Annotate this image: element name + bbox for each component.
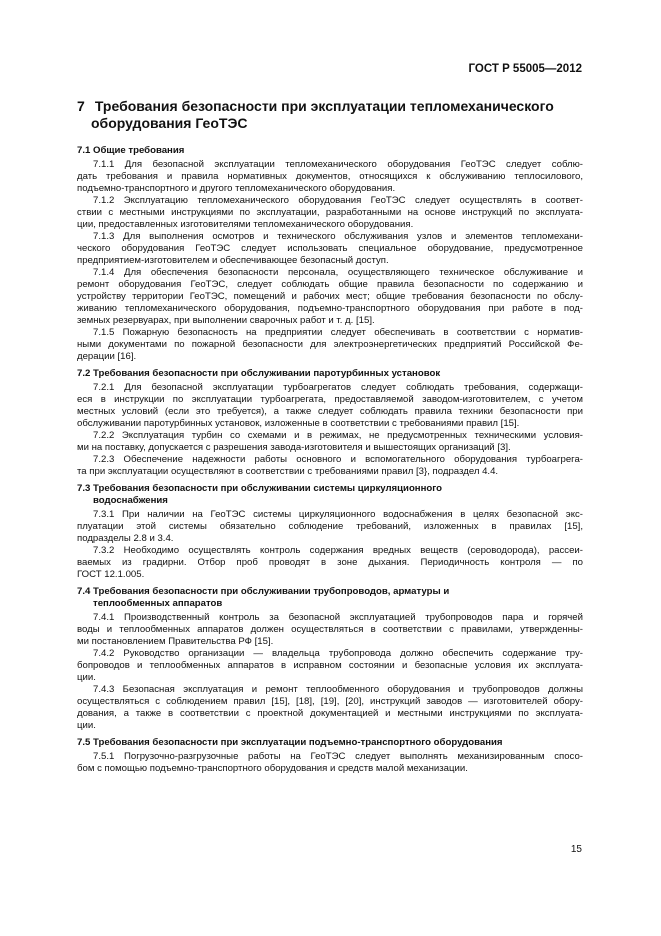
paragraph — [77, 545, 583, 581]
paragraph-line: 7.1.3 Для выполнения осмотров и технического обслуживания узлов и элементов тепломехани- — [93, 231, 583, 242]
paragraph-line: ции. — [77, 672, 96, 683]
paragraph-line: ции. — [77, 720, 96, 731]
paragraph-line: еся в инструкции по эксплуатации турбоагрегата, предоставляемой заводом-изготовителем, с учетом — [77, 394, 583, 405]
paragraph-line: 7.1.5 Пожарную безопасность на предприятии следует обеспечивать в соответствии с норматив- — [93, 327, 583, 338]
paragraph-line: ваемых из градирни. Отбор проб проводят в зоне дыхания. Периодичность контроля — по — [77, 557, 583, 568]
paragraph — [77, 509, 583, 545]
paragraph — [77, 267, 583, 327]
subsection-heading — [77, 737, 583, 749]
page-number: 15 — [570, 844, 582, 855]
section-number: 7 — [77, 98, 85, 114]
paragraph-line: воды и теплообменных аппаратов должен осуществляться в соответствии с правилами, утвержденны- — [77, 624, 583, 635]
paragraph — [77, 382, 583, 430]
paragraph-line: предприятием-изготовителем и обеспечивающее безопасный доступ. — [77, 255, 389, 266]
paragraph — [77, 684, 583, 732]
paragraph-line: бом с помощью подъемно-транспортного оборудования и средств малой механизации. — [77, 763, 468, 774]
paragraph-line: земных резервуарах, при выполнении сварочных работ и т. д. [15]. — [77, 315, 375, 326]
paragraph-line: 7.5.1 Погрузочно-разгрузочные работы на ГеоТЭС следует выполнять механизированным спосо- — [93, 751, 583, 762]
paragraph-line: дерации [16]. — [77, 351, 137, 362]
paragraph — [77, 751, 583, 775]
section-title-line1: Требования безопасности при эксплуатации тепломеханического — [94, 98, 554, 114]
paragraph-line: 7.2.2 Эксплуатация турбин со схемами и в режимах, не предусмотренных техническими условия- — [93, 430, 583, 441]
subsection-heading — [77, 145, 583, 157]
paragraph-line: ми постановлением Правительства РФ [15]. — [77, 636, 274, 647]
subsection-heading — [77, 586, 583, 610]
paragraph-line: дать требования и правила нормативных документов, относящихся к обслуживанию теплосилового, — [77, 171, 583, 182]
document-body — [77, 98, 583, 775]
subsections — [77, 145, 583, 775]
paragraph-line: ГОСТ 12.1.005. — [77, 569, 145, 580]
paragraph — [77, 327, 583, 363]
paragraph — [77, 612, 583, 648]
paragraph-line: дования, а также в соответствии с проектной документацией и местными инструкциями по эксплуата- — [77, 708, 583, 719]
paragraph — [77, 195, 583, 231]
paragraph-line: бопроводов и теплообменных аппаратов в исправном состоянии и безопасные условия их эксплуата- — [77, 660, 583, 671]
subsection-title: 7.5 Требования безопасности при эксплуатации подъемно-транспортного оборудования — [77, 737, 503, 748]
paragraph — [77, 159, 583, 195]
paragraph — [77, 430, 583, 454]
paragraph-line: 7.4.1 Производственный контроль за безопасной эксплуатацией трубопроводов пара и горячей — [93, 612, 583, 623]
paragraph-line: 7.3.1 При наличии на ГеоТЭС системы циркуляционного водоснабжения в целях безопасной экс- — [93, 509, 583, 520]
paragraph-line: ствии с местными инструкциями по эксплуатации, разработанными на основе инструкций по эксплуата- — [77, 207, 583, 218]
paragraph-line: обслуживании паротурбинных установок, изложенные в соответствии с требованиями правил [15]. — [77, 418, 520, 429]
paragraph-line: устройству территории ГеоТЭС, помещений и рабочих мест; общие требования безопасности по обслу- — [77, 291, 583, 302]
paragraph — [77, 231, 583, 267]
paragraph — [77, 648, 583, 684]
subsection-title-continuation: теплообменных аппаратов — [93, 598, 223, 609]
paragraph-line: ции, предоставленных изготовителями тепломеханического оборудования. — [77, 219, 414, 230]
paragraph-line: ными документами по пожарной безопасности для электроэнергетических предприятий Российской Фе- — [77, 339, 583, 350]
section-title-line2: оборудования ГеоТЭС — [91, 115, 248, 131]
paragraph-line: 7.1.1 Для безопасной эксплуатации тепломеханического оборудования ГеоТЭС следует соблю- — [93, 159, 583, 170]
paragraph-line: подразделы 2.8 и 3.4. — [77, 533, 174, 544]
paragraph-line: 7.1.4 Для обеспечения безопасности персонала, осуществляющего техническое обслуживание и — [93, 267, 583, 278]
paragraph-line: подъемно-транспортного и другого тепломеханического оборудования. — [77, 183, 396, 194]
paragraph-line: плуатации этой системы обязательно соблюдение требований, изложенных в правилах [15], — [77, 521, 583, 532]
subsection-title: 7.4 Требования безопасности при обслуживании трубопроводов, арматуры и — [77, 586, 450, 597]
paragraph-line: 7.2.1 Для безопасной эксплуатации турбоагрегатов следует соблюдать требования, содержащи- — [93, 382, 583, 393]
document-code: ГОСТ Р 55005—2012 — [468, 63, 582, 75]
section-heading — [77, 98, 583, 132]
paragraph-line: ремонт оборудования ГеоТЭС, следует соблюдать общие правила безопасности по содержанию и — [77, 279, 583, 290]
subsection-heading — [77, 368, 583, 380]
subsection-heading — [77, 483, 583, 507]
paragraph-line: местных условий (если это требуется), а также следует соблюдать правила техники безопасности при — [77, 406, 583, 417]
paragraph-line: 7.3.2 Необходимо осуществлять контроль содержания вредных веществ (сероводорода), рассеи- — [93, 545, 583, 556]
paragraph-line: осуществляться с соблюдением правил [15], [18], [19], [20], инструкций заводов — изготовителей обору- — [77, 696, 583, 707]
paragraph-line: 7.1.2 Эксплуатацию тепломеханического оборудования ГеоТЭС следует осуществлять в соответ- — [93, 195, 583, 206]
paragraph-line: та при эксплуатации осуществляют в соответствии с требованиями правил [3}, подраздел 4.4. — [77, 466, 499, 477]
subsection-title: 7.2 Требования безопасности при обслуживании паротурбинных установок — [77, 368, 441, 379]
paragraph-line: 7.4.2 Руководство организации — владельца трубопровода должно обеспечить содержание тру- — [93, 648, 583, 659]
paragraph — [77, 454, 583, 478]
subsection-title: 7.3 Требования безопасности при обслуживании системы циркуляционного — [77, 483, 442, 494]
subsection-title-continuation: водоснабжения — [93, 495, 168, 506]
paragraph-line: 7.2.3 Обеспечение надежности работы основного и вспомогательного оборудования турбоагрега- — [93, 454, 583, 465]
paragraph-line: ческого оборудования ГеоТЭС следует использовать специальное оборудование, предусмотренное — [77, 243, 583, 254]
subsection-title: 7.1 Общие требования — [77, 145, 185, 156]
paragraph-line: 7.4.3 Безопасная эксплуатация и ремонт теплообменного оборудования и трубопроводов должны — [93, 684, 583, 695]
paragraph-line: живанию тепломеханического оборудования, подъемно-транспортного оборудования при работе в под- — [77, 303, 583, 314]
paragraph-line: ми на поставку, допускается с разрешения завода-изготовителя и вышестоящих организаций [3]. — [77, 442, 511, 453]
